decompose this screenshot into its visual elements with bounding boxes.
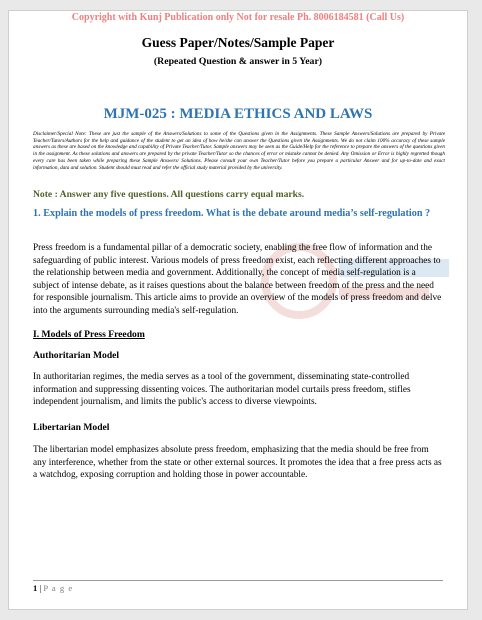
model-text-libertarian: The libertarian model emphasizes absolute press freedom, emphasizing that the media should be free from any interference, whether from the state or other external sources. It promotes the idea that a free press acts as a watchdog, exposing corruption and holding those in power accountable.	[33, 445, 442, 480]
model-heading-authoritarian: Authoritarian Model	[33, 350, 120, 361]
intro-paragraph: Press freedom is a fundamental pillar of a democratic society, enabling the free flow of information and the safeguarding of public interest. Various models of press freedom exist, each reflecting different approaches to the relationship between media and government. Additionally, the concept of media self-regulation is a subject of intense debate, as it raises questions about the balance between freedom of the press and the need for responsible journalism. This article aims to provide an overview of the models of press freedom and delve into the arguments surrounding media's self-regulation.	[33, 243, 442, 316]
instructions-note: Note : Answer any five questions. All questions carry equal marks.	[33, 189, 305, 200]
document-page	[8, 10, 468, 610]
page-footer	[33, 583, 73, 593]
model-text-authoritarian: In authoritarian regimes, the media serves as a tool of the government, disseminating state-controlled information and suppressing dissenting voices. The authoritarian model curtails press freedom, stifles independent journalism, and limits the public's access to diverse viewpoints.	[33, 372, 411, 407]
model-heading-libertarian: Libertarian Model	[33, 422, 110, 433]
section-heading: I. Models of Press Freedom	[33, 329, 145, 340]
page-number: 1	[33, 583, 38, 593]
document-title: Guess Paper/Notes/Sample Paper	[141, 35, 335, 50]
copyright-notice: Copyright with Kunj Publication only Not for resale Ph. 8006184581 (Call Us)	[71, 12, 405, 23]
footer-divider	[33, 580, 443, 581]
disclaimer-text: Disclaimer/Special Note: These are just the sample of the Answers/Solutions to some of the Questions given in the Assignments. These Sample Answers/Solutions are prepared by Private Teacher/Tutors/Authors for the help and guidance of the student to get an idea of how he/she can answer the Questions given the Assignments. We do not claim 100% accuracy of these sample answers as these are based on the knowledge and capability of Private Teacher/Tutor. Sample answers may be seen as the Guide/Help for the reference to prepare the answers of the questions given in the assignment. As these solutions and answers are prepared by the private Teacher/Tutor so the chances of error or mistake cannot be denied. Any Omission or Error is highly regretted though every care has been taken while preparing these Sample Answers/ Solutions. Please consult your own Teacher/Tutor before you prepare a particular Answer and for up-to-date and exact information, data and solution. Student should must read and refer the official study material provided by the university.	[33, 131, 445, 171]
page-label: P a g e	[43, 583, 74, 593]
footer-separator: |	[37, 583, 44, 593]
course-code-heading: MJM-025 : MEDIA ETHICS AND LAWS	[103, 106, 373, 122]
question-heading: 1. Explain the models of press freedom. What is the debate around media’s self-regulation ?	[33, 208, 431, 219]
document-subtitle: (Repeated Question & answer in 5 Year)	[153, 56, 323, 67]
